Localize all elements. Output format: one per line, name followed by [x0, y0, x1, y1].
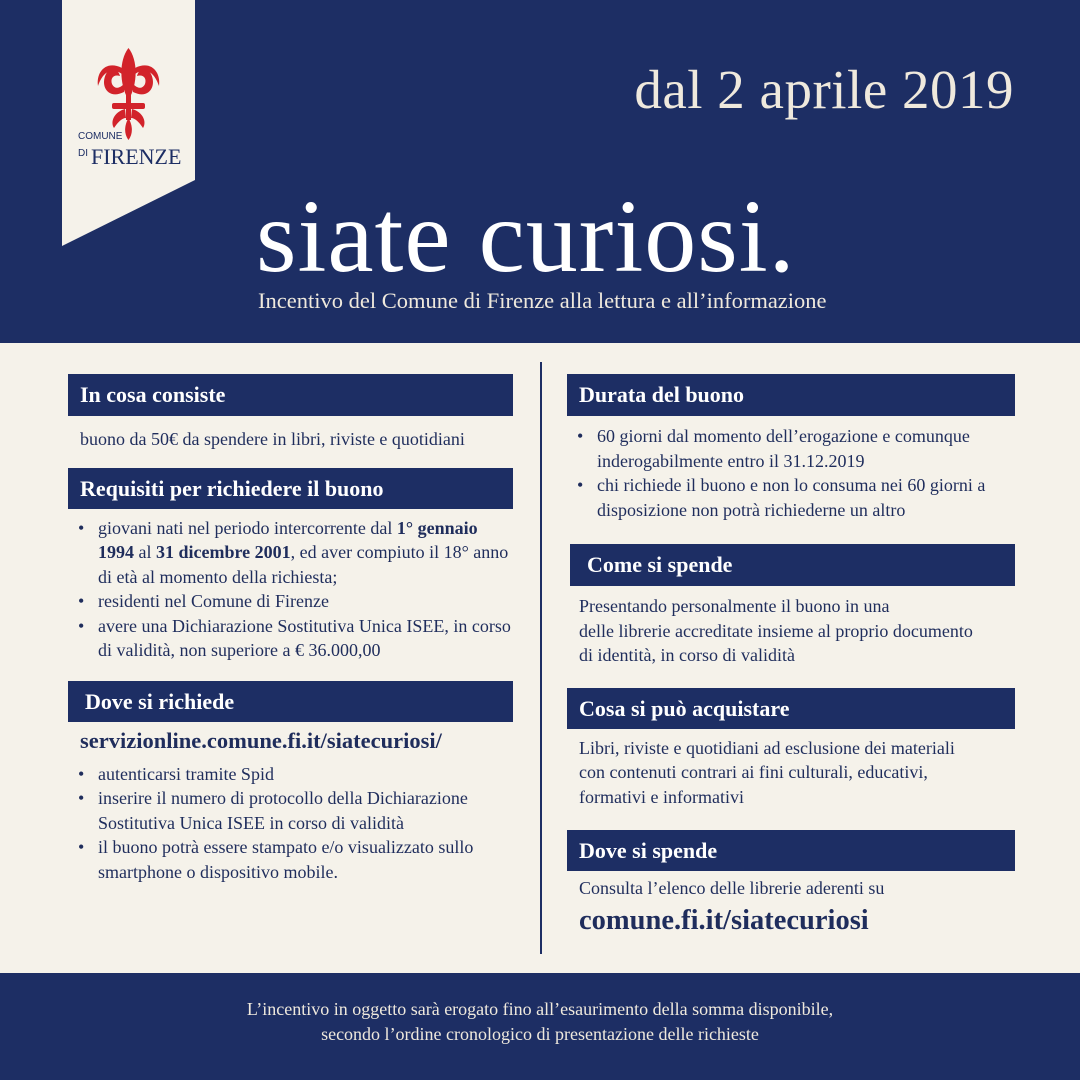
logo-text-comune: COMUNE — [78, 131, 123, 142]
date-end: 31 dicembre 2001 — [156, 542, 291, 562]
durata-item: • 60 giorni dal momento dell’erogazione e comunque inderogabilmente entro il 31.12.2019 — [597, 424, 1015, 473]
logo-text-di: DI — [78, 148, 88, 159]
heading-dove-si-richiede: Dove si richiede — [68, 681, 513, 722]
come-line: di identità, in corso di validità — [579, 645, 795, 665]
dove-si-richiede-list — [68, 762, 513, 885]
footer-line: L’incentivo in oggetto sarà erogato fino all’esaurimento della somma disponibile, — [246, 999, 834, 1019]
footer-band — [0, 973, 1080, 1080]
heading-in-cosa-consiste: In cosa consiste — [68, 374, 513, 416]
requisiti-item: • giovani nati nel periodo intercorrente dal 1° gennaio 1994 al 31 dicembre 2001, ed aver compiuto il 18° anno di età al momento della richiesta; — [98, 516, 513, 590]
heading-come-si-spende: Come si spende — [570, 544, 1015, 586]
requisiti-item: • avere una Dichiarazione Sostitutiva Unica ISEE, in corso di validità, non superiore a € 36.000,00 — [98, 614, 513, 663]
column-divider — [540, 362, 542, 954]
main-title: siate curiosi. — [256, 179, 796, 294]
heading-durata: Durata del buono — [567, 374, 1015, 416]
durata-list — [567, 424, 1015, 522]
come-line: delle librerie accreditate insieme al proprio documento — [579, 620, 973, 641]
in-cosa-consiste-text: buono da 50€ da spendere in libri, riviste e quotidiani — [80, 429, 465, 449]
header-band — [0, 0, 1080, 343]
dove-si-spende-text: Consulta l’elenco delle librerie aderenti su — [579, 878, 885, 898]
come-line: Presentando personalmente il buono in una — [579, 596, 890, 616]
left-column — [68, 374, 513, 884]
right-column — [567, 374, 1015, 937]
richiesta-item: • inserire il numero di protocollo della Dichiarazione Sostitutiva Unica ISEE in corso di validità — [98, 786, 513, 835]
cosa-si-puo-acquistare-text — [567, 736, 1015, 810]
logo-text-firenze: FIRENZE — [91, 144, 182, 169]
cosa-line: con contenuti contrari ai fini culturali, educativi, — [579, 762, 928, 782]
richiesta-item: • il buono potrà essere stampato e/o visualizzato sullo smartphone o dispositivo mobile. — [98, 835, 513, 884]
heading-dove-si-spende: Dove si spende — [567, 830, 1015, 871]
footer-line: secondo l’ordine cronologico di presentazione delle richieste — [321, 1024, 759, 1044]
servizionline-link[interactable]: servizionline.comune.fi.it/siatecuriosi/ — [80, 727, 442, 753]
heading-cosa-si-puo-acquistare: Cosa si può acquistare — [567, 688, 1015, 729]
comune-di-firenze-logo — [62, 0, 195, 246]
requisiti-list — [68, 516, 513, 663]
requisiti-item: • residenti nel Comune di Firenze — [98, 589, 513, 614]
cosa-line: formativi e informativi — [579, 786, 744, 807]
siatecuriosi-link[interactable]: comune.fi.it/siatecuriosi — [579, 904, 869, 936]
cosa-line: Libri, riviste e quotidiani ad esclusione dei materiali — [579, 737, 955, 758]
come-si-spende-text — [567, 594, 1015, 668]
durata-item: • chi richiede il buono e non lo consuma nei 60 giorni a disposizione non potrà richiederne un altro — [597, 473, 1015, 522]
subtitle: Incentivo del Comune di Firenze alla lettura e all’informazione — [258, 288, 827, 313]
date-start: 1° gennaio 1994 — [98, 517, 478, 562]
richiesta-item: • autenticarsi tramite Spid — [98, 762, 513, 787]
date-line: dal 2 aprile 2019 — [634, 59, 1014, 120]
heading-requisiti: Requisiti per richiedere il buono — [68, 468, 513, 509]
